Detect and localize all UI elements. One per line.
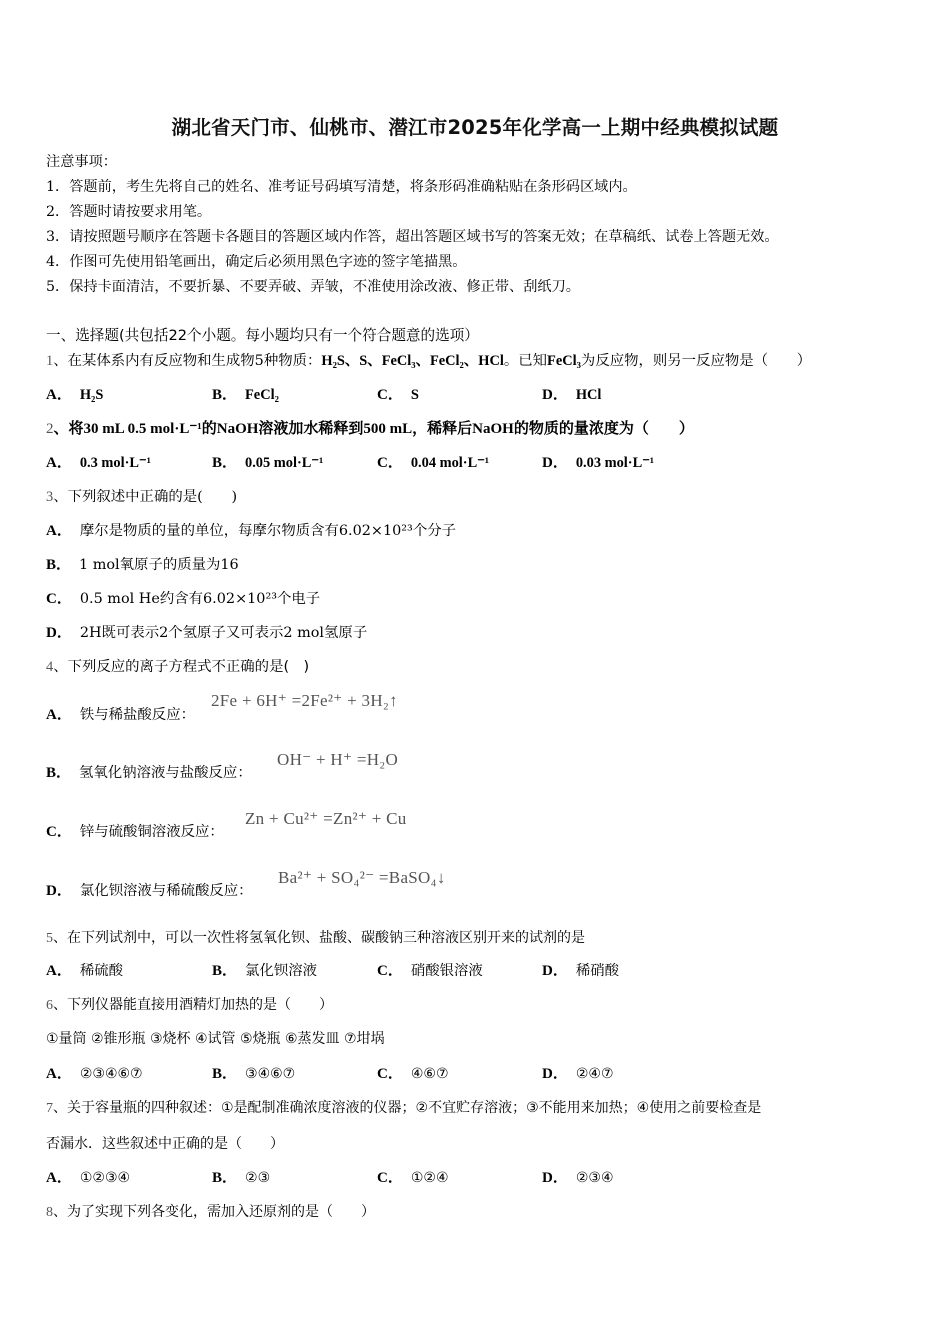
option-text: 氯化钡溶液: [245, 963, 317, 979]
option-b[interactable]: [212, 453, 323, 473]
option-label: B．: [212, 455, 238, 471]
option-label: B．: [46, 557, 72, 573]
option-c[interactable]: [377, 961, 483, 981]
question-number: 1: [46, 353, 54, 369]
option-d[interactable]: [46, 623, 367, 643]
option-text: FeCl₂: [245, 387, 279, 403]
note-item: 5．保持卡面清洁，不要折暴、不要弄破、弄皱，不准使用涂改液、修正带、刮纸刀。: [46, 279, 580, 295]
question-6-items: ①量筒 ②锥形瓶 ③烧杯 ④试管 ⑤烧瓶 ⑥蒸发皿 ⑦坩埚: [46, 1031, 385, 1047]
option-c[interactable]: [377, 1064, 449, 1084]
option-d[interactable]: [46, 881, 253, 901]
option-a[interactable]: [46, 385, 103, 405]
note-item: 2．答题时请按要求用笔。: [46, 204, 212, 220]
option-c[interactable]: [46, 589, 320, 609]
option-label: D．: [542, 963, 568, 979]
option-label: C．: [46, 824, 72, 840]
option-label: C．: [377, 387, 403, 403]
question-4-stem: [46, 657, 309, 677]
option-text: 0.03 mol·L⁻¹: [575, 455, 655, 471]
stem-text: 。已知: [503, 353, 548, 369]
question-number: 7: [46, 1101, 53, 1116]
option-label: C．: [377, 1170, 403, 1186]
option-label: A．: [46, 1066, 72, 1082]
note-item: 4．作图可先使用铅笔画出，确定后必须用黑色字迹的签字笔描黑。: [46, 254, 467, 270]
option-text: 0.3 mol·L⁻¹: [79, 455, 151, 471]
stem-text: 、将30 mL 0.5 mol·L⁻¹的NaOH溶液加水稀释到500 mL，稀释后NaOH的物质的量浓度为（ ）: [53, 421, 694, 437]
option-text: 1 mol氧原子的质量为16: [79, 557, 239, 573]
option-text: HCl: [575, 387, 602, 403]
option-label: C．: [377, 455, 403, 471]
option-text: 铁与稀盐酸反应：: [79, 707, 195, 723]
equation-d: Ba²⁺ + SO₄²⁻ =BaSO₄↓: [278, 868, 446, 887]
option-label: B．: [212, 1170, 238, 1186]
stem-text: 、下列仪器能直接用酒精灯加热的是（ ）: [53, 997, 333, 1013]
option-text: ①②③④: [79, 1170, 131, 1186]
option-a[interactable]: [46, 1168, 130, 1188]
notes-heading: 注意事项：: [46, 154, 117, 170]
question-6-stem: [46, 995, 333, 1016]
option-label: D．: [542, 387, 568, 403]
option-c[interactable]: [377, 453, 489, 473]
option-label: B．: [212, 963, 238, 979]
option-text: ②④⑦: [575, 1066, 614, 1082]
stem-text: 、在下列试剂中，可以一次性将氢氧化钡、盐酸、碳酸钠三种溶液区别开来的试剂的是: [53, 930, 585, 946]
note-item: 1．答题前，考生先将自己的姓名、准考证号码填写清楚，将条形码准确粘贴在条形码区域内。: [46, 179, 637, 195]
option-a[interactable]: [46, 453, 151, 473]
option-label: C．: [377, 1066, 403, 1082]
option-b[interactable]: [212, 961, 317, 981]
option-text: 氢氧化钠溶液与盐酸反应：: [79, 765, 252, 781]
option-a[interactable]: [46, 961, 123, 981]
option-text: S: [410, 387, 419, 403]
question-number: 6: [46, 998, 53, 1013]
option-text: 0.5 mol He约含有6.02×10²³个电子: [79, 591, 321, 607]
equation-c: Zn + Cu²⁺ =Zn²⁺ + Cu: [245, 809, 407, 828]
stem-text: 、下列反应的离子方程式不正确的是( ): [53, 659, 310, 675]
option-label: A．: [46, 707, 72, 723]
option-text: ②③: [245, 1170, 271, 1186]
option-label: C．: [377, 963, 403, 979]
option-label: D．: [46, 625, 72, 641]
equation-a: 2Fe + 6H⁺ =2Fe²⁺ + 3H₂↑: [211, 691, 398, 710]
question-number: 8: [46, 1205, 53, 1220]
option-c[interactable]: [377, 1168, 449, 1188]
note-item: 3．请按照题号顺序在答题卡各题目的答题区域内作答，超出答题区域书写的答案无效；在草稿纸、试卷上答题无效。: [46, 229, 779, 245]
option-text: ①②④: [410, 1170, 449, 1186]
option-d[interactable]: [542, 1168, 614, 1188]
option-label: A．: [46, 963, 72, 979]
option-text: H₂S: [79, 387, 104, 403]
question-number: 3: [46, 489, 54, 505]
option-label: A．: [46, 455, 72, 471]
option-text: 稀硫酸: [79, 963, 124, 979]
option-label: B．: [46, 765, 72, 781]
option-label: B．: [212, 387, 238, 403]
question-7-stem-continued: 否漏水．这些叙述中正确的是（ ）: [46, 1136, 284, 1152]
option-label: B．: [212, 1066, 238, 1082]
section-heading: 一、选择题(共包括22个小题。每小题均只有一个符合题意的选项）: [46, 327, 479, 344]
question-5-stem: [46, 928, 585, 949]
question-number: 2: [46, 421, 54, 437]
option-c[interactable]: [377, 385, 419, 405]
option-c[interactable]: [46, 822, 224, 842]
option-a[interactable]: [46, 521, 456, 541]
option-b[interactable]: [212, 1168, 270, 1188]
stem-text: 、为了实现下列各变化，需加入还原剂的是（ ）: [53, 1204, 375, 1220]
chemical-species: H₂S、S、FeCl₃、FeCl₂、HCl: [321, 353, 504, 369]
question-number: 4: [46, 659, 54, 675]
option-text: 锌与硫酸铜溶液反应：: [79, 824, 224, 840]
option-label: C．: [46, 591, 72, 607]
equation-b: OH⁻ + H⁺ =H₂O: [277, 750, 399, 769]
stem-text: 、下列叙述中正确的是( ): [53, 489, 238, 505]
stem-text: 、关于容量瓶的四种叙述：①是配制准确浓度溶液的仪器；②不宜贮存溶液；③不能用来加热；④使用之前要检查是: [53, 1100, 762, 1116]
option-label: A．: [46, 1170, 72, 1186]
question-7-stem: [46, 1098, 761, 1119]
option-a[interactable]: [46, 705, 195, 725]
option-d[interactable]: [542, 1064, 614, 1084]
option-label: D．: [542, 455, 568, 471]
question-8-stem: [46, 1202, 375, 1223]
option-text: ④⑥⑦: [410, 1066, 449, 1082]
option-text: 硝酸银溶液: [410, 963, 483, 979]
option-b[interactable]: [212, 385, 279, 405]
question-2-stem: [46, 419, 694, 439]
option-d[interactable]: [542, 961, 619, 981]
option-a[interactable]: [46, 1064, 143, 1084]
option-b[interactable]: [212, 1064, 295, 1084]
option-text: 氯化钡溶液与稀硫酸反应：: [79, 883, 253, 899]
option-text: 稀硝酸: [575, 963, 620, 979]
question-number: 5: [46, 931, 53, 946]
stem-text: 、在某体系内有反应物和生成物5种物质：: [53, 353, 322, 369]
stem-text: 为反应物，则另一反应物是（ ）: [580, 353, 812, 369]
option-label: D．: [46, 883, 72, 899]
option-label: A．: [46, 387, 72, 403]
option-label: D．: [542, 1066, 568, 1082]
option-text: 0.05 mol·L⁻¹: [245, 455, 324, 471]
option-text: ③④⑥⑦: [245, 1066, 296, 1082]
option-b[interactable]: [46, 555, 239, 575]
option-text: 摩尔是物质的量的单位，每摩尔物质含有6.02×10²³个分子: [79, 523, 456, 539]
page-title: 湖北省天门市、仙桃市、潜江市2025年化学高一上期中经典模拟试题: [171, 116, 779, 139]
option-text: ②③④: [575, 1170, 614, 1186]
option-d[interactable]: [542, 385, 601, 405]
option-text: 0.04 mol·L⁻¹: [410, 455, 490, 471]
question-1-stem: [46, 351, 811, 371]
option-d[interactable]: [542, 453, 654, 473]
option-label: A．: [46, 523, 72, 539]
option-text: ②③④⑥⑦: [79, 1066, 143, 1082]
option-label: D．: [542, 1170, 568, 1186]
chemical-species: FeCl₃: [547, 353, 581, 369]
option-text: 2H既可表示2个氢原子又可表示2 mol氢原子: [79, 625, 368, 641]
option-b[interactable]: [46, 763, 252, 783]
question-3-stem: [46, 487, 237, 507]
